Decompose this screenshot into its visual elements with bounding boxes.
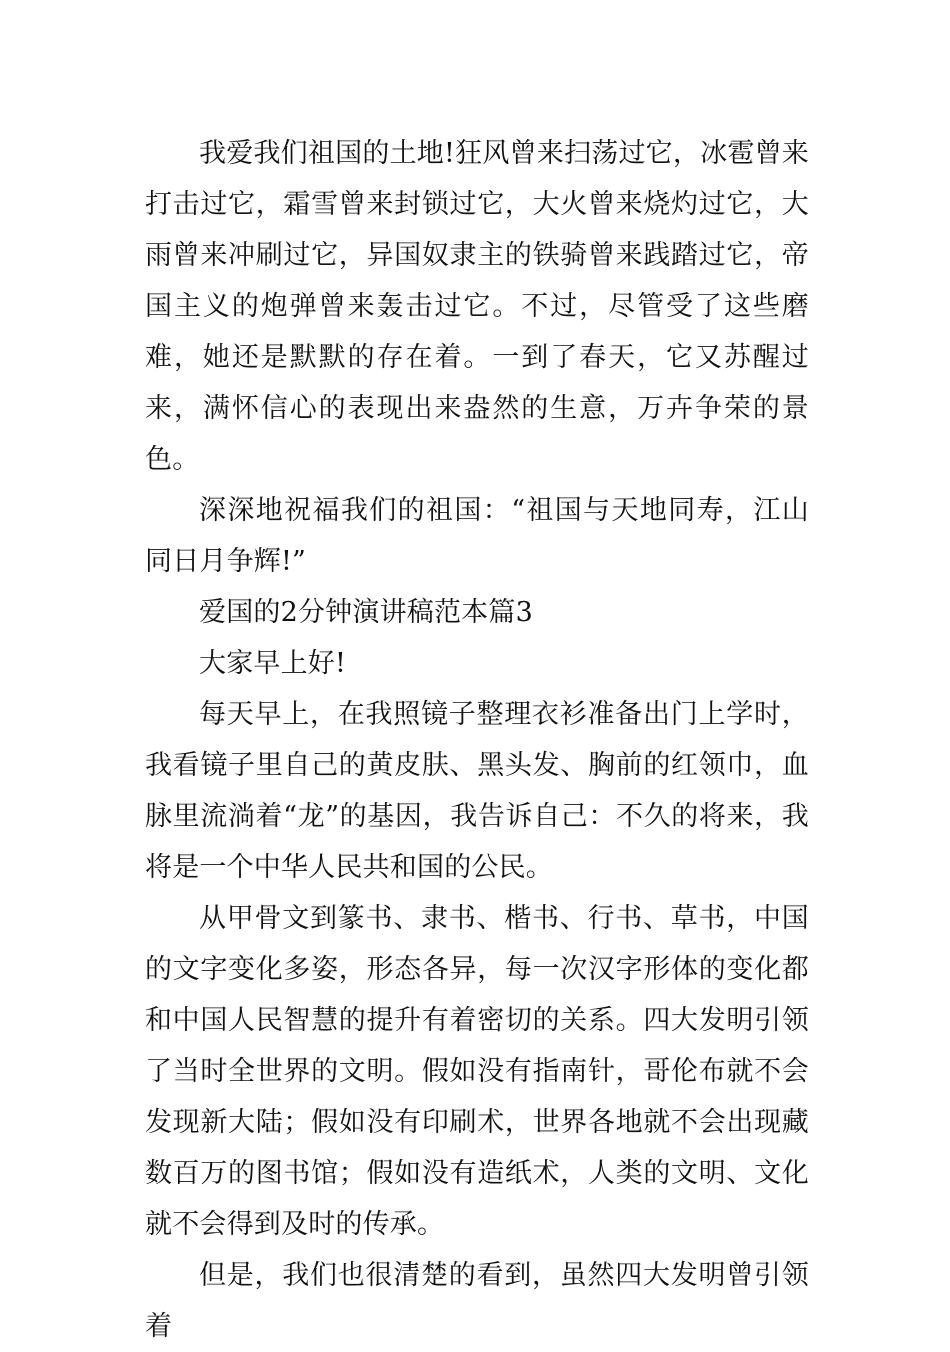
section-title: 爱国的2分钟演讲稿范本篇3 <box>199 597 533 628</box>
paragraph-mirror: 每天早上，在我照镜子整理衣衫准备出门上学时，我看镜子里自己的黄皮肤、黑头发、胸前的红领巾，血脉里流淌着“龙”的基因，我告诉自己：不久的将来，我将是一个中华人民共和国的公民。 <box>145 699 809 883</box>
greeting: 大家早上好! <box>199 648 347 679</box>
document-body <box>145 128 809 1352</box>
paragraph-script-inventions: 从甲骨文到篆书、隶书、楷书、行书、草书，中国的文字变化多姿，形态各异，每一次汉字形体的变化都和中国人民智慧的提升有着密切的关系。四大发明引领了当时全世界的文明。假如没有指南针，哥伦布就不会发现新大陆；假如没有印刷术，世界各地就不会出现藏数百万的图书馆；假如没有造纸术，人类的文明、文化就不会得到及时的传承。 <box>145 903 809 1240</box>
paragraph-land: 我爱我们祖国的土地!狂风曾来扫荡过它，冰雹曾来打击过它，霜雪曾来封锁过它，大火曾来烧灼过它，大雨曾来冲刷过它，异国奴隶主的铁骑曾来践踏过它，帝国主义的炮弹曾来轰击过它。不过，尽管受了这些磨难，她还是默默的存在着。一到了春天，它又苏醒过来，满怀信心的表现出来盎然的生意，万卉争荣的景色。 <box>145 138 809 475</box>
paragraph-blessing: 深深地祝福我们的祖国：“祖国与天地同寿，江山同日月争辉!” <box>145 495 809 577</box>
paragraph-however: 但是，我们也很清楚的看到，虽然四大发明曾引领着 <box>145 1260 809 1342</box>
